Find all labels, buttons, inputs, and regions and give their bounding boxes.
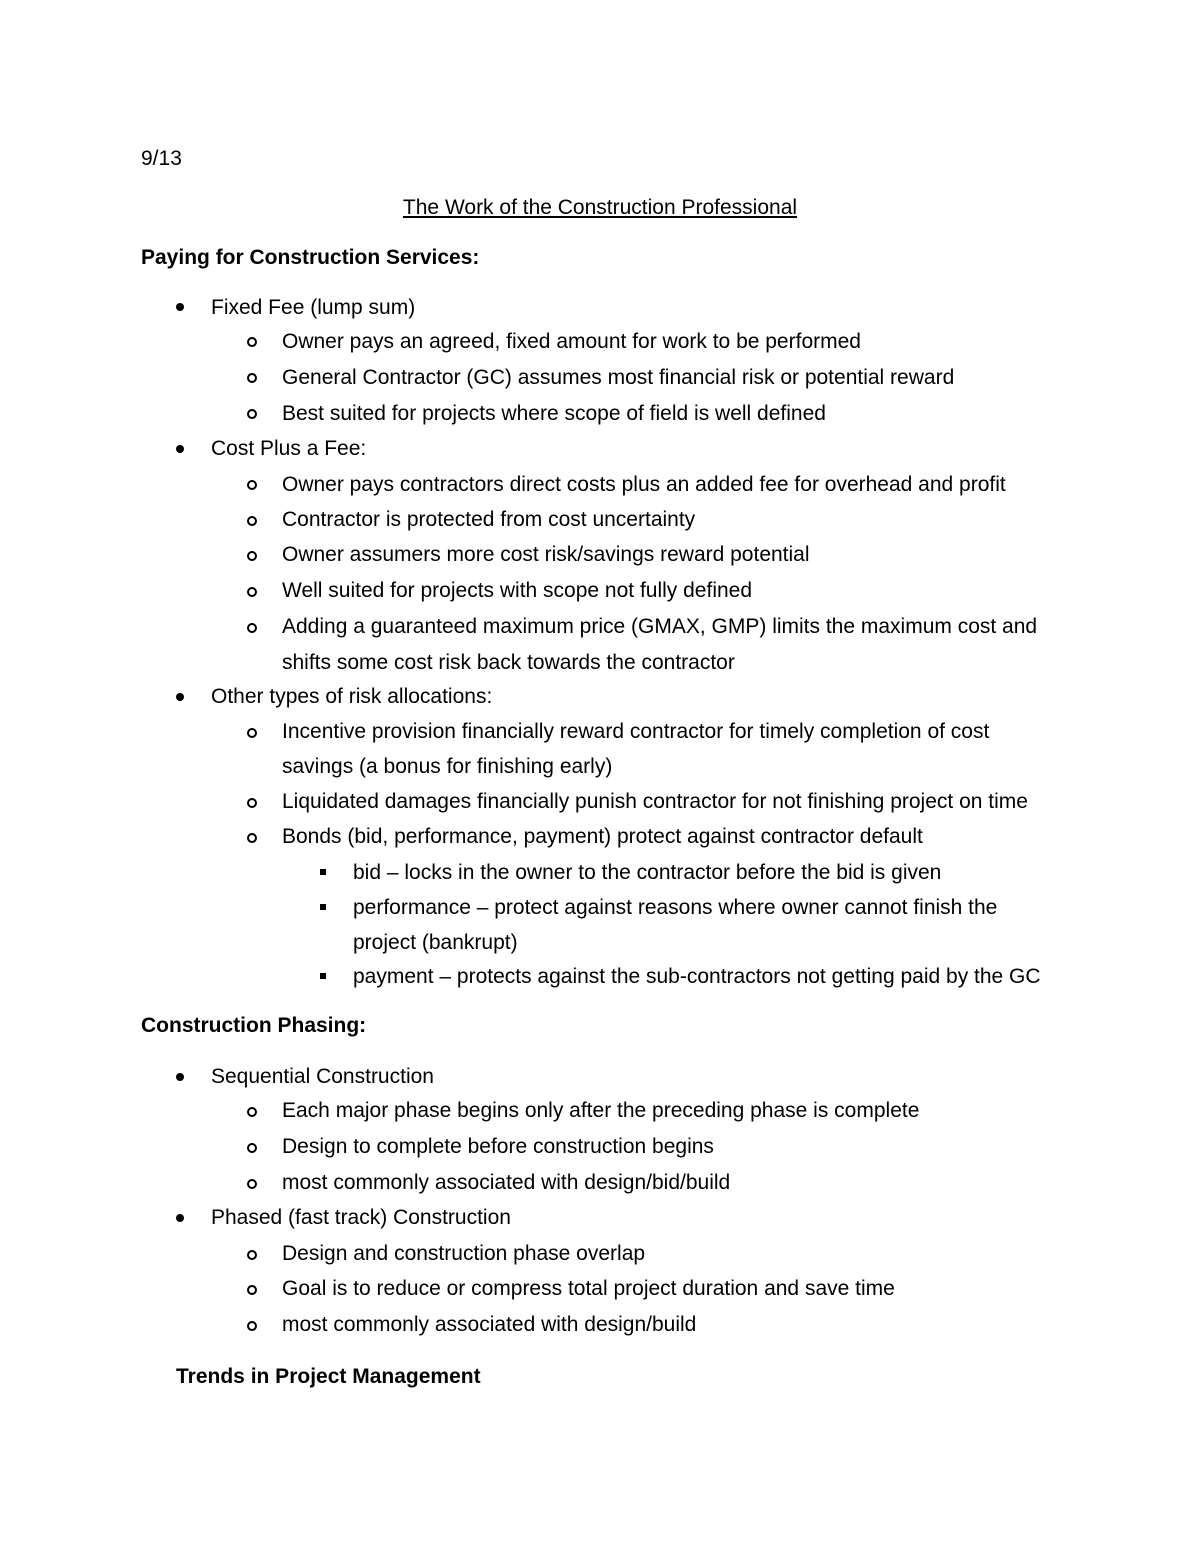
bullet-circle-icon	[247, 798, 257, 808]
list-item: Cost Plus a Fee:	[211, 437, 367, 460]
bullet-disc-icon	[176, 445, 184, 453]
list-item: payment – protects against the sub-contractors not getting paid by the GC	[353, 965, 1041, 988]
bullet-circle-icon	[247, 1179, 257, 1189]
bullet-disc-icon	[176, 1073, 184, 1081]
section-heading: Paying for Construction Services:	[141, 246, 480, 269]
list-item: Owner assumers more cost risk/savings reward potential	[282, 543, 810, 566]
bullet-circle-icon	[247, 728, 257, 738]
list-item: bid – locks in the owner to the contractor before the bid is given	[353, 861, 942, 884]
bullet-circle-icon	[247, 833, 257, 843]
bullet-square-icon	[320, 904, 326, 910]
list-item: most commonly associated with design/bid/build	[282, 1171, 731, 1194]
list-item: Contractor is protected from cost uncertainty	[282, 508, 696, 531]
list-item: Other types of risk allocations:	[211, 685, 493, 708]
bullet-circle-icon	[247, 1285, 257, 1295]
bullet-circle-icon	[247, 1143, 257, 1153]
list-item-line: Adding a guaranteed maximum price (GMAX, GMP) limits the maximum cost and	[282, 615, 1038, 638]
document-date: 9/13	[141, 147, 182, 170]
bullet-circle-icon	[247, 516, 257, 526]
list-item-line: savings (a bonus for finishing early)	[282, 755, 613, 778]
bullet-circle-icon	[247, 551, 257, 561]
bullet-disc-icon	[176, 693, 184, 701]
list-item-line: project (bankrupt)	[353, 931, 518, 954]
trailing-heading: Trends in Project Management	[176, 1365, 481, 1388]
bullet-disc-icon	[176, 1214, 184, 1222]
bullet-circle-icon	[247, 337, 257, 347]
bullet-square-icon	[320, 869, 326, 875]
list-item: Liquidated damages financially punish contractor for not finishing project on time	[282, 790, 1028, 813]
list-item: Best suited for projects where scope of field is well defined	[282, 402, 826, 425]
list-item: most commonly associated with design/build	[282, 1313, 697, 1336]
list-item: Sequential Construction	[211, 1065, 434, 1088]
bullet-circle-icon	[247, 373, 257, 383]
section-heading: Construction Phasing:	[141, 1014, 367, 1037]
list-item: Design to complete before construction begins	[282, 1135, 714, 1158]
list-item: Fixed Fee (lump sum)	[211, 296, 416, 319]
list-item: Owner pays contractors direct costs plus an added fee for overhead and profit	[282, 473, 1006, 496]
list-item: Design and construction phase overlap	[282, 1242, 646, 1265]
bullet-circle-icon	[247, 1321, 257, 1331]
list-item: General Contractor (GC) assumes most financial risk or potential reward	[282, 366, 955, 389]
bullet-circle-icon	[247, 409, 257, 419]
list-item: Bonds (bid, performance, payment) protect against contractor default	[282, 825, 923, 848]
list-item-line: performance – protect against reasons where owner cannot finish the	[353, 896, 998, 919]
list-item-line: shifts some cost risk back towards the contractor	[282, 651, 735, 674]
list-item: Phased (fast track) Construction	[211, 1206, 511, 1229]
bullet-circle-icon	[247, 1107, 257, 1117]
list-item: Owner pays an agreed, fixed amount for work to be performed	[282, 330, 861, 353]
bullet-circle-icon	[247, 587, 257, 597]
bullet-circle-icon	[247, 623, 257, 633]
list-item-line: Incentive provision financially reward contractor for timely completion of cost	[282, 720, 990, 743]
bullet-circle-icon	[247, 480, 257, 490]
bullet-circle-icon	[247, 1250, 257, 1260]
list-item: Goal is to reduce or compress total project duration and save time	[282, 1277, 895, 1300]
bullet-disc-icon	[176, 303, 184, 311]
bullet-square-icon	[320, 973, 326, 979]
list-item: Well suited for projects with scope not fully defined	[282, 579, 753, 602]
list-item: Each major phase begins only after the preceding phase is complete	[282, 1099, 920, 1122]
document-title: The Work of the Construction Professional	[402, 196, 798, 219]
